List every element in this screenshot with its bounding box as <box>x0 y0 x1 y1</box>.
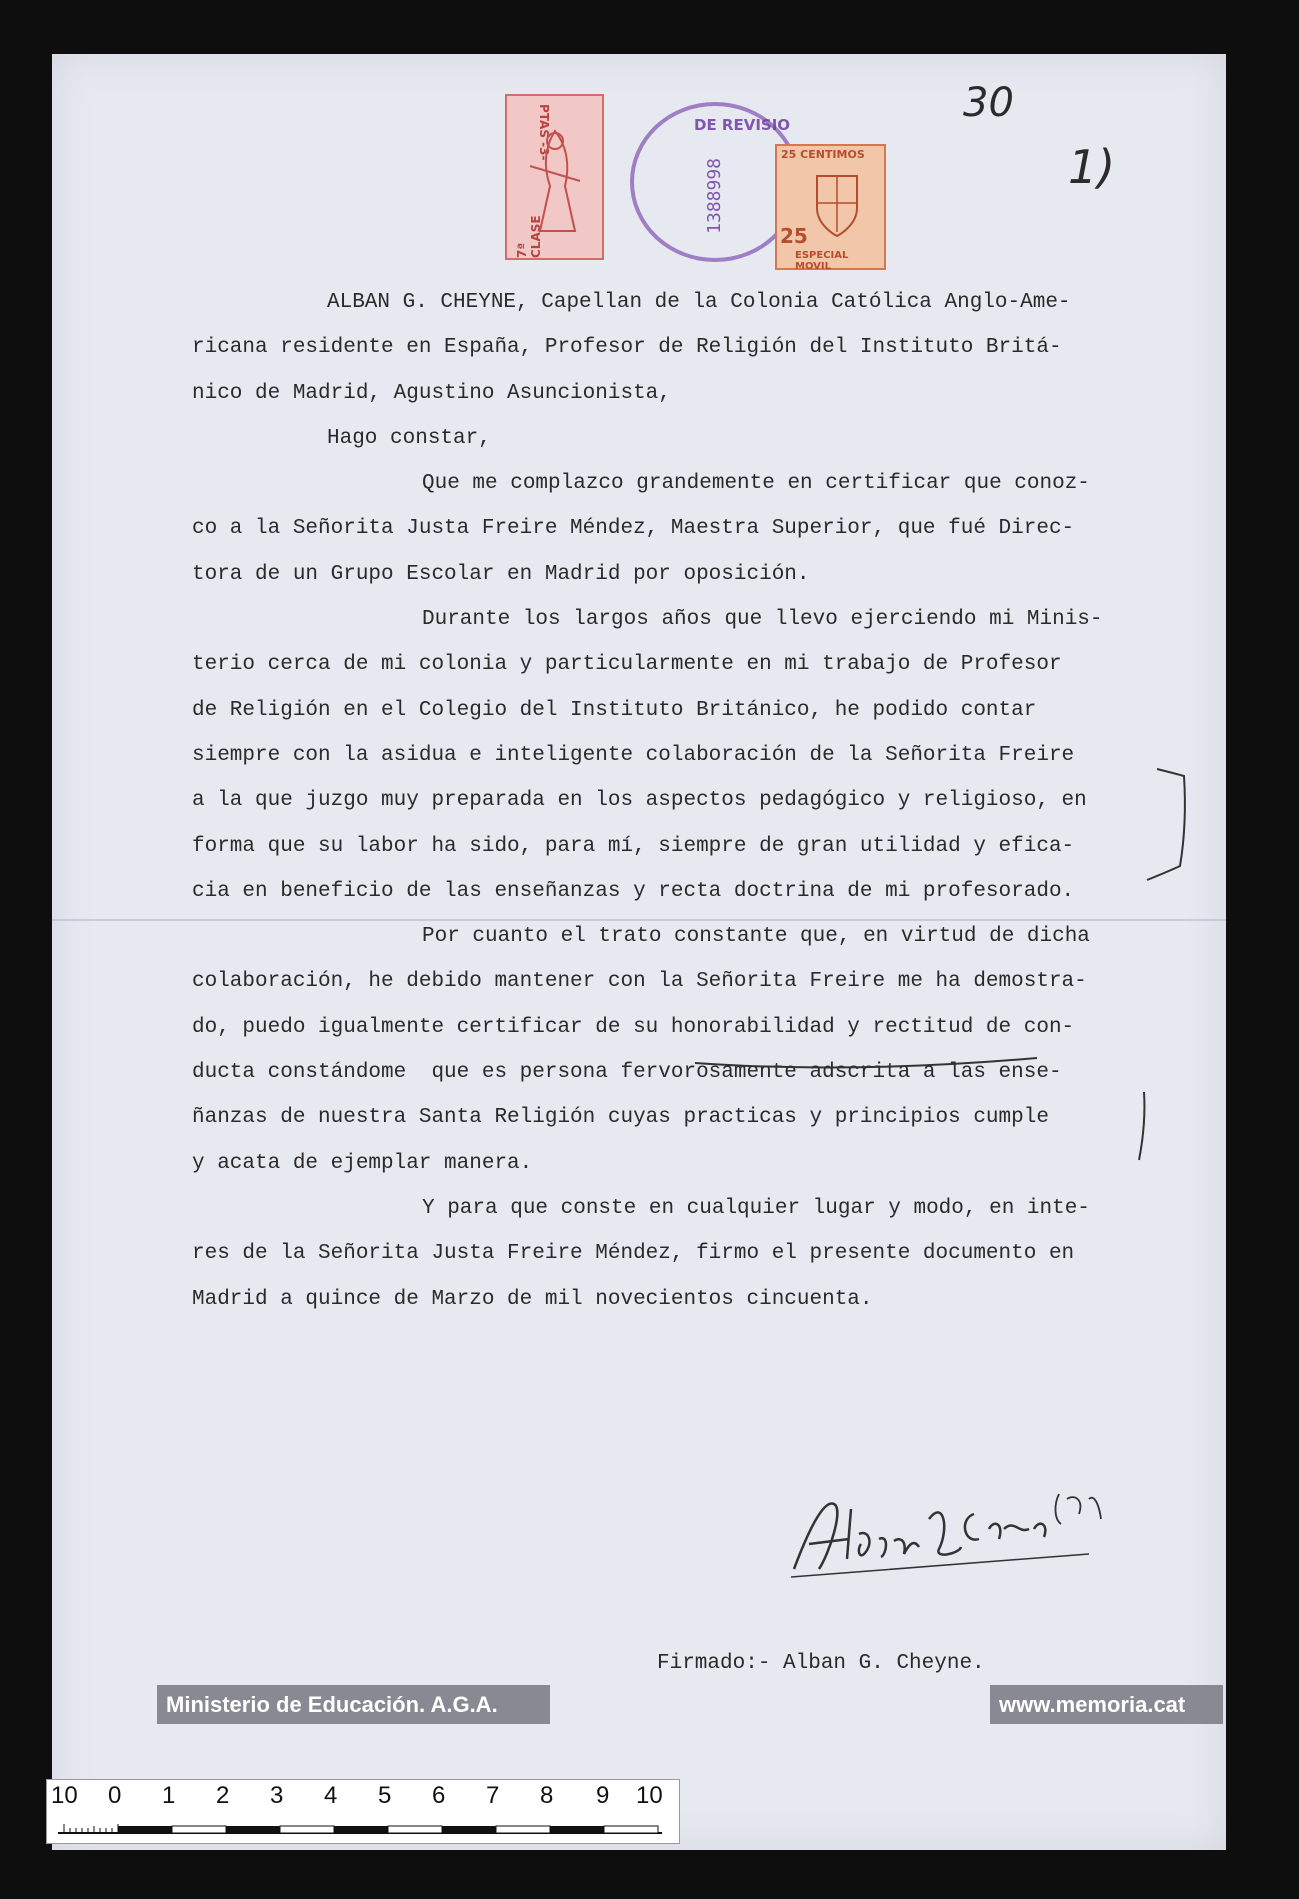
ruler-label: 10 <box>636 1782 663 1809</box>
website-watermark: www.memoria.cat <box>990 1685 1223 1724</box>
letter-line: do, puedo igualmente certificar de su honorabilidad y rectitud de con- <box>192 1015 1075 1039</box>
letter-line: tora de un Grupo Escolar en Madrid por oposición. <box>192 562 810 586</box>
letter-line: de Religión en el Colegio del Instituto Británico, he podido contar <box>192 698 1037 722</box>
signed-line: Firmado:- Alban G. Cheyne. <box>657 1652 985 1675</box>
letter-line: res de la Señorita Justa Freire Méndez, firmo el presente documento en <box>192 1242 1075 1266</box>
letter-line: ducta constándome que es persona fervorosamente adscrita a las ense- <box>192 1061 1062 1085</box>
ruler-label: 0 <box>108 1782 122 1809</box>
ruler-label: 10 <box>51 1782 78 1809</box>
signature <box>789 1459 1109 1589</box>
orange-stamp-bottom: ESPECIAL MOVIL <box>795 250 849 272</box>
letter-line: cia en beneficio de las enseñanzas y recta doctrina de mi profesorado. <box>192 879 1075 903</box>
orange-stamp-value: 25 <box>780 224 808 248</box>
page-number: 30 <box>963 80 1014 126</box>
red-stamp-label: PTAS -3- <box>537 104 551 161</box>
ruler-label: 6 <box>432 1782 446 1809</box>
letter-line: nico de Madrid, Agustino Asuncionista, <box>192 381 671 405</box>
ruler-label: 7 <box>486 1782 500 1809</box>
hand-annotations <box>52 54 1226 1254</box>
red-stamp-class: 7ª CLASE <box>515 215 543 258</box>
ruler-label: 1 <box>162 1782 176 1809</box>
letter-line: colaboración, he debido mantener con la Señorita Freire me ha demostra- <box>192 970 1087 994</box>
letter-line: ñanzas de nuestra Santa Religión cuyas practicas y principios cumple <box>192 1106 1049 1130</box>
orange-stamp-top: 25 CENTIMOS <box>781 148 865 161</box>
letter-line: Durante los largos años que llevo ejerciendo mi Minis- <box>422 608 1103 632</box>
letter-line: forma que su labor ha sido, para mí, siempre de gran utilidad y efica- <box>192 834 1075 858</box>
letter-line: Madrid a quince de Marzo de mil novecientos cincuenta. <box>192 1287 873 1311</box>
letter-line: terio cerca de mi colonia y particularmente en mi trabajo de Profesor <box>192 653 1062 677</box>
letter-line: y acata de ejemplar manera. <box>192 1151 533 1175</box>
ruler-label: 3 <box>270 1782 284 1809</box>
ruler-label: 2 <box>216 1782 230 1809</box>
letter-line: Hago constar, <box>327 426 491 450</box>
ruler-scale-bar <box>58 1820 662 1834</box>
scale-ruler <box>46 1779 680 1844</box>
letter-line: ricana residente en España, Profesor de Religión del Instituto Britá- <box>192 336 1062 360</box>
letter-line: a la que juzgo muy preparada en los aspectos pedagógico y religioso, en <box>192 789 1087 813</box>
archive-watermark: Ministerio de Educación. A.G.A. <box>157 1685 550 1724</box>
ruler-label: 4 <box>324 1782 338 1809</box>
letter-line: co a la Señorita Justa Freire Méndez, Maestra Superior, que fué Direc- <box>192 517 1075 541</box>
ruler-label: 8 <box>540 1782 554 1809</box>
letter-line: Que me complazco grandemente en certificar que conoz- <box>422 472 1090 496</box>
serial-number: 1388998 <box>704 158 725 234</box>
letter-line: Y para que conste en cualquier lugar y modo, en inte- <box>422 1196 1090 1220</box>
document-page <box>52 54 1226 1850</box>
letter-line: ALBAN G. CHEYNE, Capellan de la Colonia Católica Anglo-Ame- <box>327 291 1071 314</box>
ruler-label: 9 <box>596 1782 610 1809</box>
letter-line: Por cuanto el trato constante que, en virtud de dicha <box>422 925 1090 949</box>
ruler-label: 5 <box>378 1782 392 1809</box>
seal-text: DE REVISIO <box>694 116 791 134</box>
letter-line: siempre con la asidua e inteligente colaboración de la Señorita Freire <box>192 743 1075 767</box>
folio-mark: 1) <box>1068 140 1116 194</box>
